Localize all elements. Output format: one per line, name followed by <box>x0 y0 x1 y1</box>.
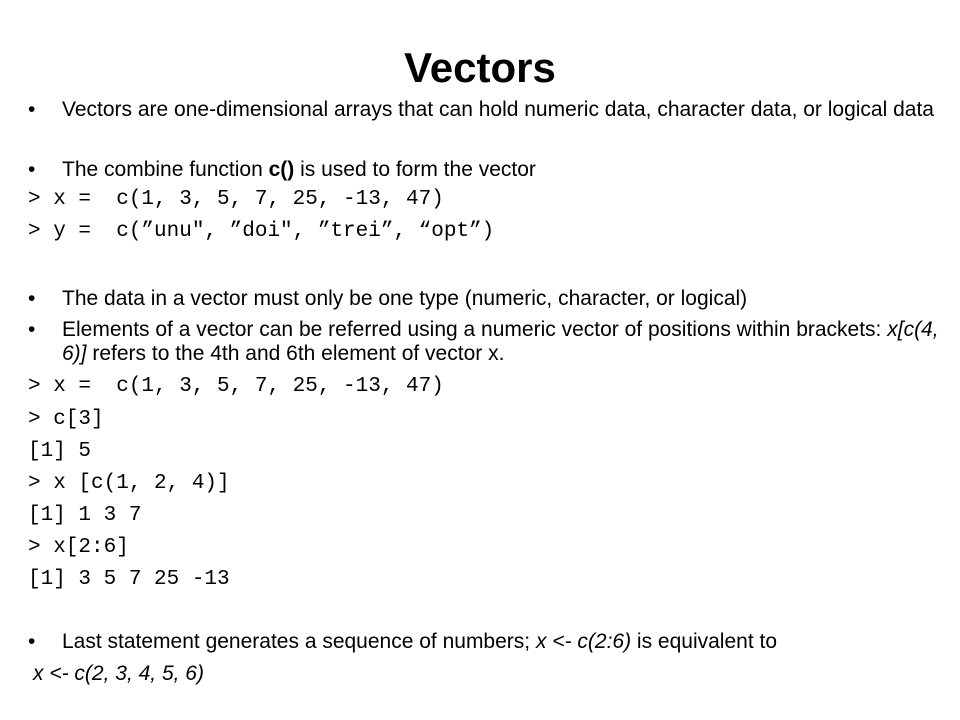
code-line: > c[3] <box>28 408 104 431</box>
sequence-expression: x <- c(2:6) <box>535 630 632 653</box>
bullet-text: Vectors are one-dimensional arrays that can hold numeric data, character data, or logical data <box>62 98 934 121</box>
slide-title: Vectors <box>404 44 556 91</box>
bullet-item <box>28 98 953 122</box>
bullet-text-end: is equivalent to <box>631 630 778 653</box>
code-line: > x[2:6] <box>28 536 129 559</box>
code-line: [1] 5 <box>28 440 92 463</box>
code-line: > x = c(1, 3, 5, 7, 25, -13, 47) <box>28 375 444 398</box>
bullet-text-end: refers to the 4th and 6th element of vector x. <box>86 342 505 365</box>
bullet-icon: • <box>28 98 36 121</box>
bullet-text <box>28 158 953 182</box>
code-line: [1] 3 5 7 25 -13 <box>28 568 230 591</box>
bullet-text <box>28 630 953 654</box>
code-line: > x [c(1, 2, 4)] <box>28 472 230 495</box>
bullet-item <box>28 630 953 654</box>
bullet-text-start: The combine function <box>62 158 269 181</box>
code-line: > x = c(1, 3, 5, 7, 25, -13, 47) <box>28 188 444 211</box>
bullet-text-end: is used to form the vector <box>294 158 536 181</box>
code-line: [1] 1 3 7 <box>28 504 142 527</box>
bullet-icon: • <box>28 158 36 181</box>
code-line: > y = c(”unu", ”doi", ”trei”, “opt”) <box>28 220 495 243</box>
bullet-item <box>28 158 953 182</box>
bullet-icon: • <box>28 318 36 341</box>
bullet-text-start: Elements of a vector can be referred using a numeric vector of positions within brackets: <box>62 318 888 341</box>
bullet-text <box>28 318 953 366</box>
bullet-text-start: Last statement generates a sequence of numbers; <box>62 630 536 653</box>
bullet-text: The data in a vector must only be one type (numeric, character, or logical) <box>62 287 748 310</box>
bullet-item <box>28 318 953 366</box>
bullet-icon: • <box>28 630 36 653</box>
bullet-icon: • <box>28 287 36 310</box>
index-expression: x[c(4, 6)] <box>62 318 939 365</box>
bullet-item <box>28 287 953 311</box>
function-name: c() <box>268 158 295 181</box>
equivalent-expression: x <- c(2, 3, 4, 5, 6) <box>33 662 204 685</box>
